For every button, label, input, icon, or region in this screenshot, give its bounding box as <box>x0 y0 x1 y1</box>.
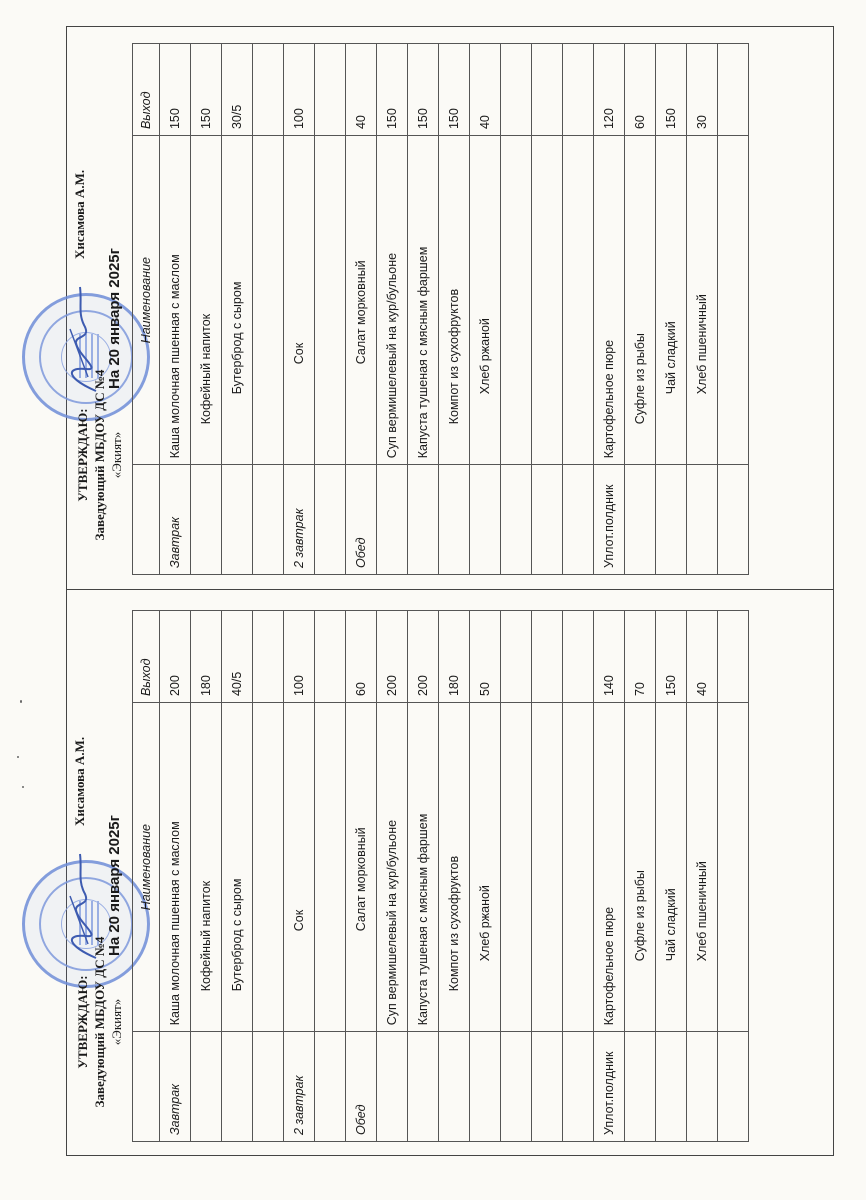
dish-cell: Хлеб пшеничный <box>687 703 718 1032</box>
yield-cell: 150 <box>160 44 191 136</box>
meal-cell <box>315 465 346 575</box>
approve-heading: УТВЕРЖДАЮ: <box>75 408 90 502</box>
dish-cell <box>563 703 594 1032</box>
yield-cell <box>501 611 532 703</box>
meal-cell <box>439 465 470 575</box>
header-name: Наименование <box>133 703 160 1032</box>
dish-cell <box>501 136 532 465</box>
dish-cell: Бутерброд с сыром <box>222 136 253 465</box>
table-row <box>625 611 656 1142</box>
table-row <box>377 611 408 1142</box>
yield-cell: 140 <box>594 611 625 703</box>
yield-cell: 200 <box>408 611 439 703</box>
director-name: Хисамова А.М. <box>72 736 87 826</box>
meal-cell <box>439 1032 470 1142</box>
dish-cell <box>563 136 594 465</box>
table-row <box>191 44 222 575</box>
meal-cell <box>191 465 222 575</box>
table-row <box>377 44 408 575</box>
menu-date: На 20 января 2025г <box>106 815 123 956</box>
table-row <box>532 44 563 575</box>
dish-cell: Сок <box>284 703 315 1032</box>
yield-cell: 180 <box>439 611 470 703</box>
meal-cell: Уплот.полдник <box>594 1032 625 1142</box>
yield-cell: 150 <box>656 611 687 703</box>
table-header-row <box>133 611 160 1142</box>
table-row <box>160 44 191 575</box>
dish-cell: Чай сладкий <box>656 703 687 1032</box>
meal-cell: 2 завтрак <box>284 1032 315 1142</box>
meal-cell <box>687 465 718 575</box>
dish-cell: Чай сладкий <box>656 136 687 465</box>
dish-cell <box>315 703 346 1032</box>
dish-cell: Салат морковный <box>346 703 377 1032</box>
sheet-divider <box>67 589 833 590</box>
table-row <box>439 611 470 1142</box>
yield-cell <box>501 44 532 136</box>
table-row <box>563 611 594 1142</box>
table-row <box>687 611 718 1142</box>
yield-cell <box>253 611 284 703</box>
meal-cell <box>625 1032 656 1142</box>
yield-cell: 200 <box>377 611 408 703</box>
meal-cell <box>377 465 408 575</box>
dish-cell: Сок <box>284 136 315 465</box>
table-row <box>718 611 749 1142</box>
table-row <box>408 44 439 575</box>
table-row <box>222 611 253 1142</box>
table-row <box>470 44 501 575</box>
table-row <box>501 611 532 1142</box>
table-row <box>656 611 687 1142</box>
table-row <box>439 44 470 575</box>
table-row <box>346 611 377 1142</box>
table-row <box>408 611 439 1142</box>
header-name: Наименование <box>133 136 160 465</box>
dish-cell: Хлеб пшеничный <box>687 136 718 465</box>
meal-cell <box>253 1032 284 1142</box>
yield-cell <box>718 44 749 136</box>
table-row <box>532 611 563 1142</box>
dish-cell <box>718 703 749 1032</box>
dish-cell: Картофельное пюре <box>594 703 625 1032</box>
dish-cell: Кофейный напиток <box>191 136 222 465</box>
yield-cell <box>718 611 749 703</box>
table-row <box>191 611 222 1142</box>
yield-cell <box>315 611 346 703</box>
meal-cell <box>501 465 532 575</box>
meal-cell <box>222 1032 253 1142</box>
yield-cell: 180 <box>191 611 222 703</box>
meal-cell: Уплот.полдник <box>594 465 625 575</box>
yield-cell: 100 <box>284 44 315 136</box>
yield-cell <box>532 611 563 703</box>
dish-cell <box>532 703 563 1032</box>
yield-cell: 100 <box>284 611 315 703</box>
scan-speck <box>22 786 24 788</box>
yield-cell <box>315 44 346 136</box>
yield-cell: 60 <box>346 611 377 703</box>
table-row <box>253 611 284 1142</box>
dish-cell <box>253 136 284 465</box>
yield-cell: 150 <box>191 44 222 136</box>
yield-cell: 150 <box>377 44 408 136</box>
table-row <box>315 611 346 1142</box>
approve-heading: УТВЕРЖДАЮ: <box>75 975 90 1069</box>
header-meal <box>133 1032 160 1142</box>
table-row <box>253 44 284 575</box>
dish-cell: Суп вермишелевый на кур/бульоне <box>377 703 408 1032</box>
meal-cell: Обед <box>346 465 377 575</box>
table-row <box>315 44 346 575</box>
meal-cell <box>563 465 594 575</box>
yield-cell: 150 <box>656 44 687 136</box>
meal-cell <box>563 1032 594 1142</box>
meal-cell <box>532 1032 563 1142</box>
table-row <box>470 611 501 1142</box>
dish-cell: Картофельное пюре <box>594 136 625 465</box>
approve-org-name: «Экият» <box>109 431 124 479</box>
menu-table <box>132 610 749 1142</box>
dish-cell <box>501 703 532 1032</box>
dish-cell <box>315 136 346 465</box>
table-row <box>656 44 687 575</box>
yield-cell <box>253 44 284 136</box>
meal-cell <box>718 465 749 575</box>
yield-cell <box>532 44 563 136</box>
menu-half-1 <box>68 29 828 589</box>
table-row <box>284 611 315 1142</box>
yield-cell <box>563 44 594 136</box>
yield-cell <box>563 611 594 703</box>
meal-cell: 2 завтрак <box>284 465 315 575</box>
table-row <box>625 44 656 575</box>
yield-cell: 150 <box>408 44 439 136</box>
director-name: Хисамова А.М. <box>72 169 87 259</box>
meal-cell <box>470 465 501 575</box>
table-row <box>222 44 253 575</box>
yield-cell: 50 <box>470 611 501 703</box>
approve-position: Заведующий МБДОУ ДС №4 <box>92 369 107 541</box>
table-row <box>160 611 191 1142</box>
menu-date: На 20 января 2025г <box>106 248 123 389</box>
table-row <box>346 44 377 575</box>
dish-cell: Компот из сухофруктов <box>439 136 470 465</box>
menu-half-2 <box>68 596 828 1156</box>
dish-cell <box>718 136 749 465</box>
meal-cell <box>191 1032 222 1142</box>
meal-cell <box>315 1032 346 1142</box>
meal-cell <box>532 465 563 575</box>
dish-cell: Каша молочная пшенная с маслом <box>160 703 191 1032</box>
meal-cell <box>253 465 284 575</box>
table-row <box>594 611 625 1142</box>
yield-cell: 70 <box>625 611 656 703</box>
approve-org-name: «Экият» <box>109 998 124 1046</box>
header-meal <box>133 465 160 575</box>
yield-cell: 40/5 <box>222 611 253 703</box>
yield-cell: 40 <box>687 611 718 703</box>
table-row <box>687 44 718 575</box>
table-row <box>501 44 532 575</box>
yield-cell: 200 <box>160 611 191 703</box>
table-row <box>284 44 315 575</box>
dish-cell: Капуста тушеная с мясным фаршем <box>408 136 439 465</box>
dish-cell <box>253 703 284 1032</box>
yield-cell: 30 <box>687 44 718 136</box>
dish-cell: Хлеб ржаной <box>470 703 501 1032</box>
meal-cell <box>718 1032 749 1142</box>
meal-cell <box>501 1032 532 1142</box>
dish-cell: Бутерброд с сыром <box>222 703 253 1032</box>
table-header-row <box>133 44 160 575</box>
meal-cell: Обед <box>346 1032 377 1142</box>
meal-cell <box>625 465 656 575</box>
yield-cell: 30/5 <box>222 44 253 136</box>
meal-cell <box>408 1032 439 1142</box>
dish-cell: Салат морковный <box>346 136 377 465</box>
dish-cell: Компот из сухофруктов <box>439 703 470 1032</box>
menu-table <box>132 43 749 575</box>
table-row <box>594 44 625 575</box>
yield-cell: 40 <box>470 44 501 136</box>
dish-cell: Кофейный напиток <box>191 703 222 1032</box>
yield-cell: 120 <box>594 44 625 136</box>
dish-cell: Суфле из рыбы <box>625 703 656 1032</box>
dish-cell: Суп вермишелевый на кур/бульоне <box>377 136 408 465</box>
scan-speck <box>17 756 19 758</box>
dish-cell: Капуста тушеная с мясным фаршем <box>408 703 439 1032</box>
table-row <box>563 44 594 575</box>
meal-cell <box>408 465 439 575</box>
meal-cell <box>656 465 687 575</box>
meal-cell <box>656 1032 687 1142</box>
dish-cell <box>532 136 563 465</box>
meal-cell <box>687 1032 718 1142</box>
meal-cell <box>222 465 253 575</box>
yield-cell: 60 <box>625 44 656 136</box>
meal-cell <box>470 1032 501 1142</box>
approve-position: Заведующий МБДОУ ДС №4 <box>92 936 107 1108</box>
yield-cell: 40 <box>346 44 377 136</box>
meal-cell: Завтрак <box>160 465 191 575</box>
yield-cell: 150 <box>439 44 470 136</box>
header-yield: Выход <box>133 44 160 136</box>
dish-cell: Каша молочная пшенная с маслом <box>160 136 191 465</box>
dish-cell: Суфле из рыбы <box>625 136 656 465</box>
dish-cell: Хлеб ржаной <box>470 136 501 465</box>
meal-cell <box>377 1032 408 1142</box>
scan-speck <box>20 700 22 703</box>
table-row <box>718 44 749 575</box>
header-yield: Выход <box>133 611 160 703</box>
meal-cell: Завтрак <box>160 1032 191 1142</box>
